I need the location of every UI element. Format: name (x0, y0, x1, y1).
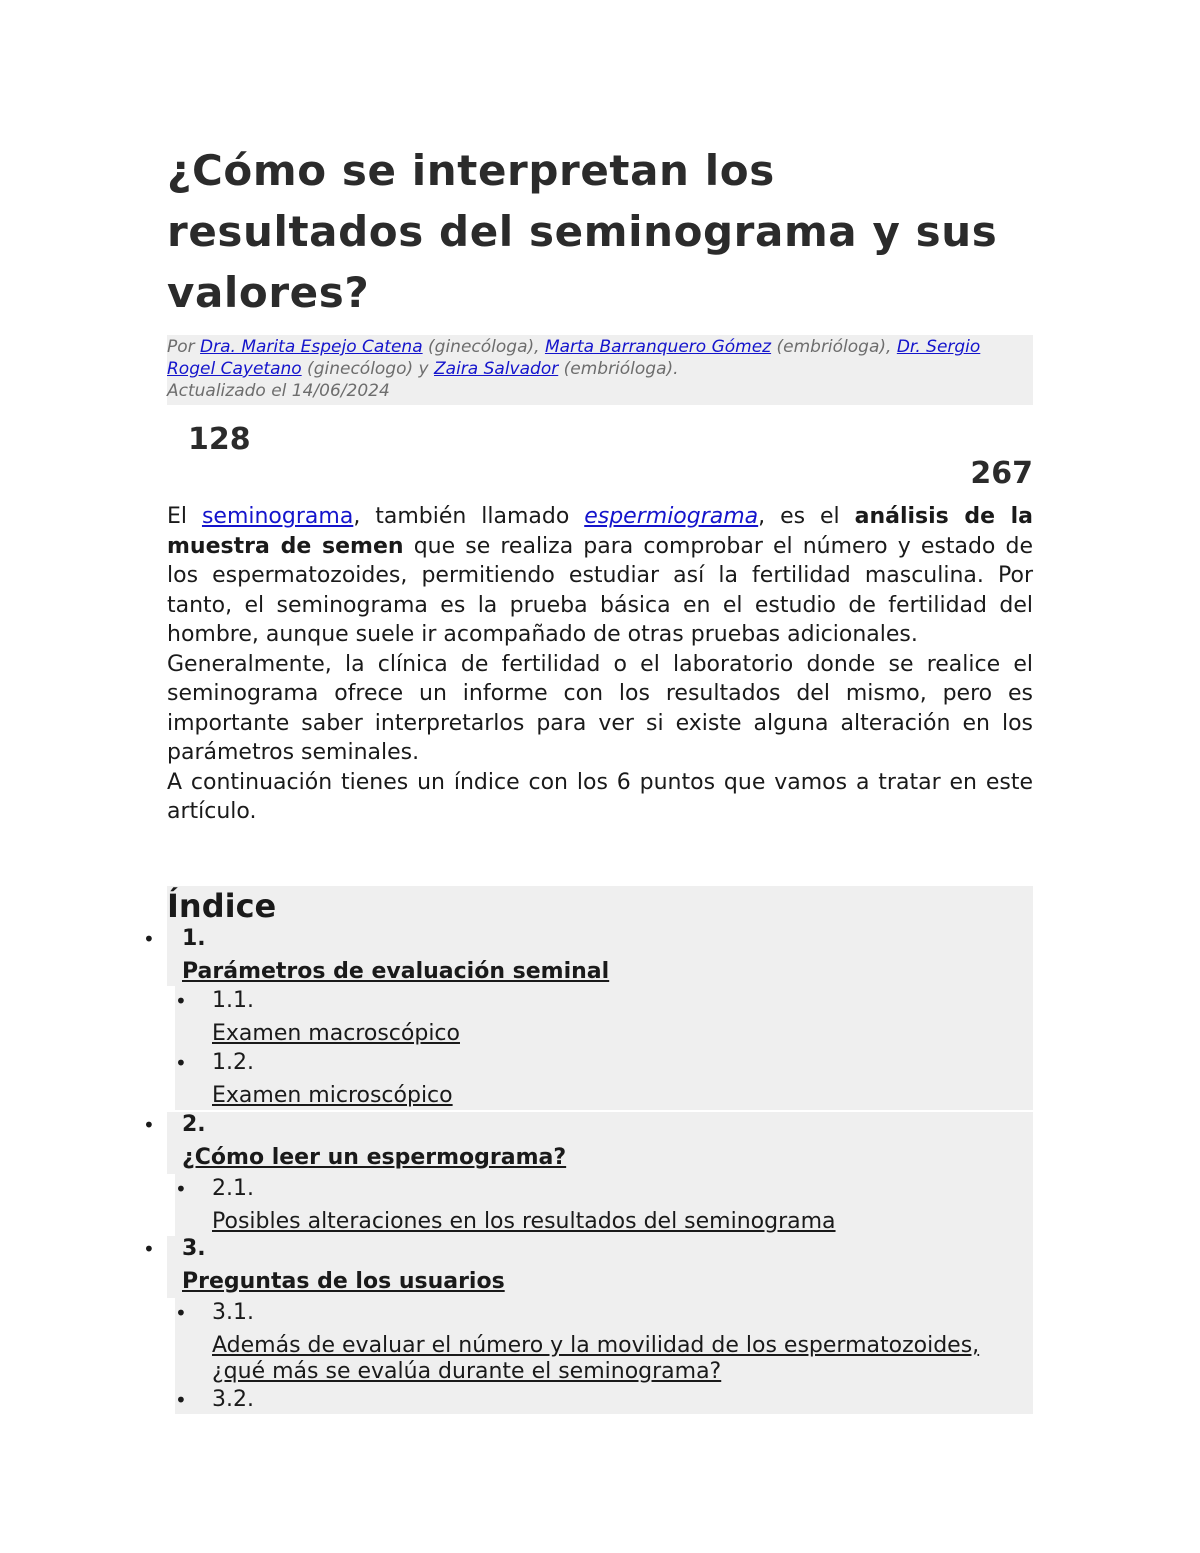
bold-text: análisis de la muestra de semen (167, 504, 1033, 559)
toc-number: 2.1. (212, 1176, 254, 1201)
text-span: , es el (758, 504, 855, 529)
toc-link[interactable]: Examen microscópico (212, 1083, 453, 1108)
toc-number: 3.1. (212, 1300, 254, 1325)
author-link-1[interactable]: Dra. Marita Espejo Catena (200, 337, 423, 357)
toc-link[interactable]: Examen macroscópico (212, 1021, 460, 1046)
bullet-icon: • (175, 1301, 187, 1325)
toc-item-1-1[interactable] (175, 986, 1033, 1048)
author-role-4: (embrióloga). (558, 359, 679, 379)
author-link-4[interactable]: Zaira Salvador (434, 359, 559, 379)
text-span: El (167, 504, 202, 529)
byline (167, 335, 1033, 405)
toc-link[interactable]: ¿Cómo leer un espermograma? (182, 1145, 567, 1170)
count-left: 128 (188, 422, 251, 457)
paragraph-1 (167, 502, 1033, 650)
byline-prefix: Por (167, 337, 201, 357)
toc-item-3-1[interactable] (175, 1298, 1033, 1386)
article-body (167, 502, 1033, 827)
page-title: ¿Cómo se interpretan los resultados del seminograma y sus valores? (167, 146, 998, 317)
toc-number: 1. (182, 926, 206, 951)
seminograma-link[interactable]: seminograma (201, 504, 354, 529)
article (167, 140, 1033, 827)
toc-number: 2. (182, 1112, 206, 1137)
toc-link[interactable]: Además de evaluar el número y la movilidad de los espermatozoides, ¿qué más se evalúa durante el seminograma? (212, 1333, 980, 1384)
author-link-3[interactable]: Dr. Sergio Rogel Cayetano (167, 337, 981, 379)
toc-item-2-1[interactable] (175, 1174, 1033, 1236)
text-span: , también llamado (353, 504, 585, 529)
toc-link[interactable]: Posibles alteraciones en los resultados del seminograma (212, 1209, 836, 1234)
paragraph-3: A continuación tienes un índice con los 6 puntos que vamos a tratar en este artículo. (167, 769, 1033, 824)
toc-link[interactable]: Preguntas de los usuarios (182, 1269, 505, 1294)
espermiograma-link[interactable]: espermiograma (584, 504, 759, 529)
table-of-contents (140, 886, 1033, 1414)
author-role-3: (ginecólogo) y (301, 359, 435, 379)
index-heading: Índice (167, 887, 277, 925)
bullet-icon: • (175, 1177, 187, 1201)
bullet-icon: • (175, 1051, 187, 1075)
bullet-icon: • (143, 927, 155, 951)
author-role-2: (embrióloga), (771, 337, 897, 357)
toc-item-3-2[interactable] (175, 1386, 1033, 1414)
bullet-icon: • (143, 1113, 155, 1137)
author-link-2[interactable]: Marta Barranquero Gómez (544, 337, 772, 357)
toc-number: 3. (182, 1236, 206, 1261)
bullet-icon: • (143, 1237, 155, 1261)
bullet-icon: • (175, 989, 187, 1013)
bullet-icon: • (175, 1388, 187, 1412)
index-heading-bg (167, 886, 1033, 928)
author-role-1: (ginecóloga), (422, 337, 545, 357)
toc-number: 1.1. (212, 988, 254, 1013)
toc-number: 3.2. (212, 1387, 254, 1412)
toc-number: 1.2. (212, 1050, 254, 1075)
toc-item-3[interactable] (143, 1236, 1033, 1298)
toc-item-2[interactable] (143, 1112, 1033, 1174)
count-right: 267 (970, 456, 1033, 491)
toc-item-1[interactable] (143, 926, 1033, 986)
text-span: que se realiza para comprobar el número y estado de los espermatozoides, permitiendo estudiar así la fertilidad masculina. Por tanto, el seminograma es la prueba básica en el estudio de fertilidad del hombre, aunque suele ir acompañado de otras pruebas adicionales. (167, 533, 1033, 647)
updated-date: Actualizado el 14/06/2024 (167, 381, 390, 401)
toc-link[interactable]: Parámetros de evaluación seminal (182, 959, 610, 984)
toc-item-1-2[interactable] (175, 1048, 1033, 1110)
paragraph-2: Generalmente, la clínica de fertilidad o el laboratorio donde se realice el seminograma ofrece un informe con los resultados del mismo, pero es importante saber interpretarlos para ver si existe alguna alteración en los parámetros seminales. (167, 651, 1033, 765)
